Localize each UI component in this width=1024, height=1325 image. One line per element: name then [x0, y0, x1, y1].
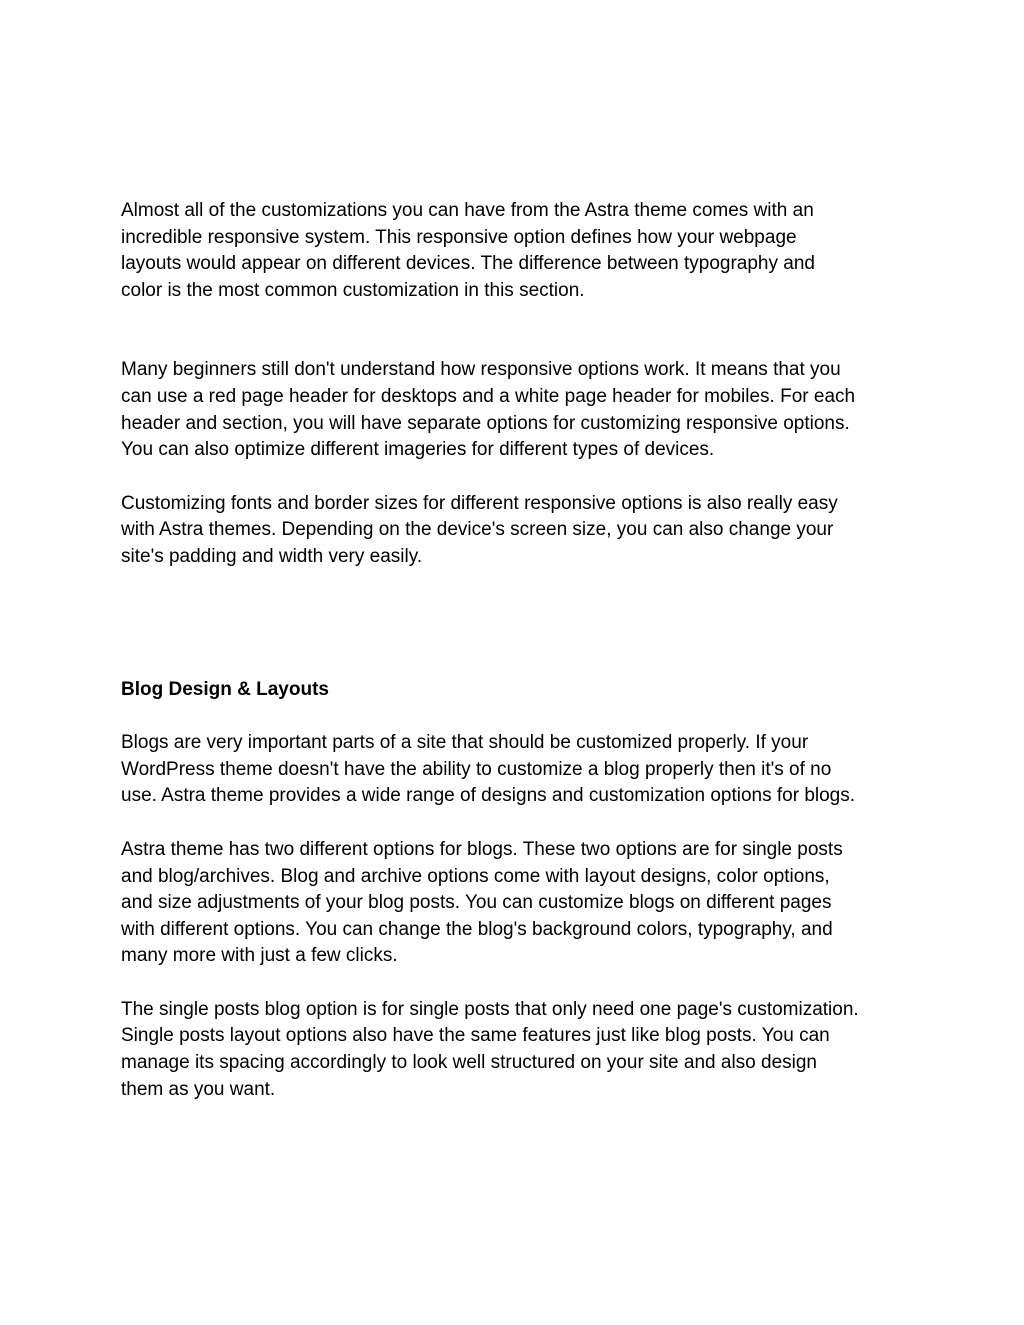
paragraph-responsive-options: Many beginners still don't understand how responsive options work. It means that you can use a red page header for desktops and a white page header for mobiles. For each header and section, you will have separate options for customizing responsive options. You can also optimize different imageries for different types of devices.	[121, 359, 856, 461]
paragraph-blogs-important: Blogs are very important parts of a site that should be customized properly. If your WordPress theme doesn't have the ability to customize a blog properly then it's of no use. Astra theme provides a wide range of designs and customization options for blogs.	[121, 732, 856, 807]
paragraph-blog-options: Astra theme has two different options for blogs. These two options are for single posts and blog/archives. Blog and archive options come with layout designs, color options, and size adjustments of your blog posts. You can customize blogs on different pages with different options. You can change the blog's background colors, typography, and many more with just a few clicks.	[121, 838, 843, 967]
paragraph-responsive-system: Almost all of the customizations you can have from the Astra theme comes with an incredible responsive system. This responsive option defines how your webpage layouts would appear on different devices. The difference between typography and color is the most common customization in this section.	[121, 200, 815, 301]
paragraph-fonts-borders: Customizing fonts and border sizes for different responsive options is also really easy with Astra themes. Depending on the device's screen size, you can also change your site's padding and width very easily.	[121, 492, 838, 567]
section-heading: Blog Design & Layouts	[121, 678, 329, 700]
document-page	[121, 198, 921, 1103]
paragraph-single-posts: The single posts blog option is for single posts that only need one page's customization. Single posts layout options also have the same features just like blog posts. You can manage its spacing accordingly to look well structured on your site and also design them as you want.	[121, 998, 859, 1100]
